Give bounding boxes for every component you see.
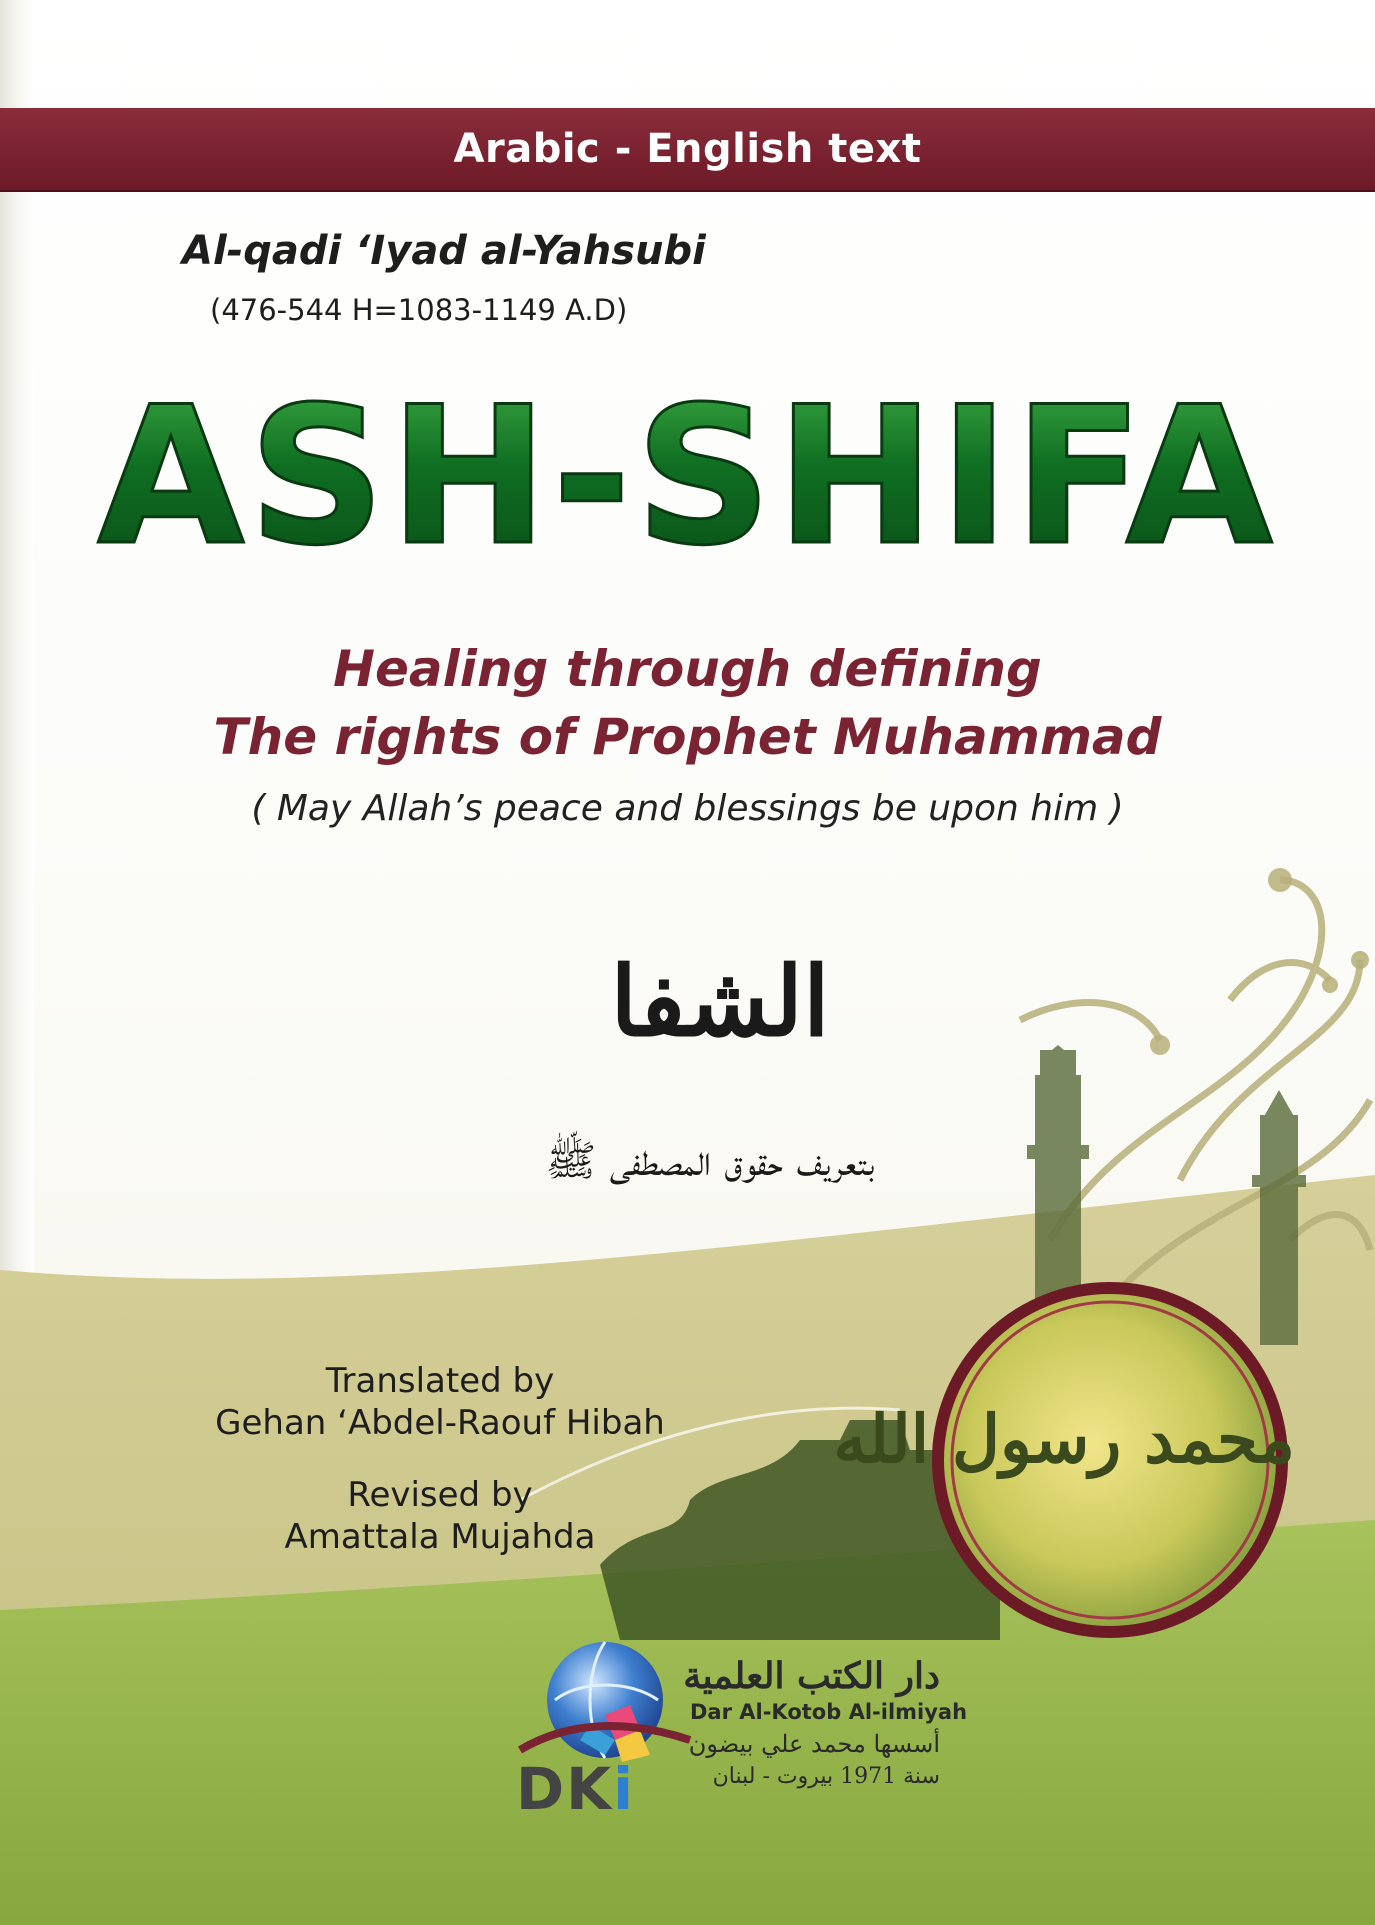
author-name: Al-qadi ‘Iyad al-Yahsubi xyxy=(182,228,706,274)
dki-i: i xyxy=(613,1755,635,1823)
title-block xyxy=(0,360,1375,580)
dki-letters: DK xyxy=(516,1755,614,1823)
translated-label: Translated by xyxy=(325,1361,555,1401)
band-text: Arabic - English text xyxy=(453,126,922,172)
book-title: ASH-SHIFA xyxy=(97,366,1277,580)
blessing-text: ( May Allah’s peace and blessings be upon him ) xyxy=(251,788,1124,829)
reviser-name: Amattala Mujahda xyxy=(284,1517,596,1557)
author-dates: (476-544 H=1083-1149 A.D) xyxy=(210,293,628,327)
publisher-founded: سنة 1971 بيروت - لبنان xyxy=(712,1764,940,1789)
arabic-subtitle: بتعريف حقوق المصطفى ﷺ xyxy=(545,1136,875,1185)
publisher-name-english: Dar Al-Kotob Al-ilmiyah xyxy=(690,1700,968,1724)
revised-label: Revised by xyxy=(347,1475,533,1515)
credits-block xyxy=(190,1360,690,1558)
publisher-dki-mark xyxy=(516,1755,635,1823)
translator-name: Gehan ‘Abdel-Raouf Hibah xyxy=(215,1403,665,1443)
subtitle-line-2: The rights of Prophet Muhammad xyxy=(213,708,1162,766)
publisher-name-arabic: دار الكتب العلمية xyxy=(683,1655,940,1697)
subtitle-line-1: Healing through defining xyxy=(333,640,1042,698)
medallion-calligraphy: محمد رسول الله xyxy=(833,1400,1295,1478)
publisher-founder: أسسها محمد علي بيضون xyxy=(688,1730,940,1758)
arabic-title: الشفا xyxy=(610,945,830,1058)
top-band xyxy=(0,108,1375,190)
